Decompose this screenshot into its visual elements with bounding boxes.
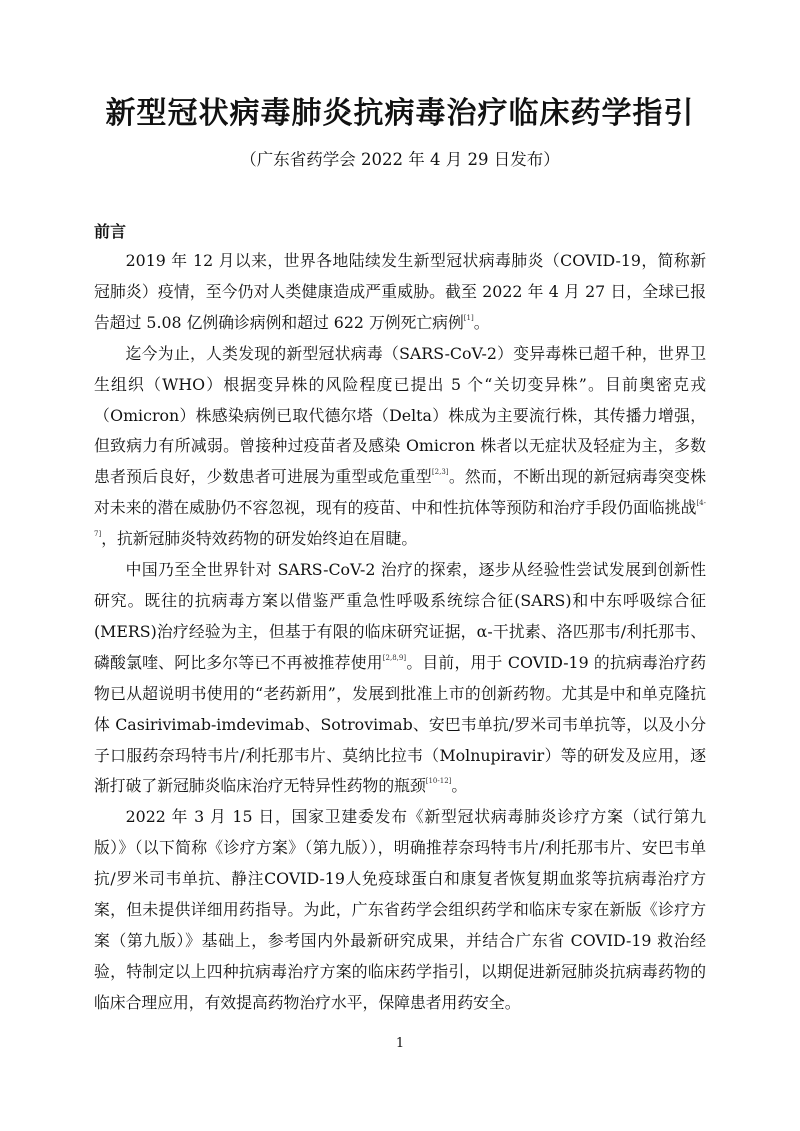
body-paragraph [94,339,706,555]
paragraph-text: 2022 年 3 月 15 日，国家卫建委发布《新型冠状病毒肺炎诊疗方案（试行第九版）》（以下简称《诊疗方案》（第九版）），明确推荐奈玛特韦片/利托那韦片、安巴韦单抗/罗米司韦单抗、静注COVID-19人免疫球蛋白和康复者恢复期血浆等抗病毒治疗方案，但未提供详细用药指导。为此，广东省药学会组织药学和临床专家在新版《诊疗方案（第九版）》基础上，参考国内外最新研究成果，并结合广东省 COVID-19 救治经验，特制定以上四种抗病毒治疗方案的临床药学指引，以期促进新冠肺炎抗病毒药物的临床合理应用，有效提高药物治疗水平，保障患者用药安全。 [94,807,706,1012]
section-heading: 前言 [94,222,127,241]
document-title: 新型冠状病毒肺炎抗病毒治疗临床药学指引 [105,96,695,131]
citation-reference: [2,3] [431,468,449,477]
citation-reference: [4-7] [94,499,706,539]
paragraph-text: ，抗新冠肺炎特效药物的研发始终迫在眉睫。 [101,529,418,549]
body-paragraph [94,802,706,1018]
paragraph-text: 。 [451,776,468,796]
paragraph-text: 。然而，不断出现的新冠病毒突变株对未来的潜在威胁仍不容忽视，现有的疫苗、中和性抗体等预防和治疗手段仍面临挑战 [94,467,706,518]
citation-reference: [1] [463,313,474,322]
body-paragraph [94,246,706,339]
document-subtitle: （广东省药学会 2022 年 4 月 29 日发布） [240,150,560,169]
document-body [94,246,706,1019]
citation-reference: [10-12] [425,777,452,786]
paragraph-text: 。 [473,312,490,332]
paragraph-text: 。目前，用于 COVID-19 的抗病毒治疗药物已从超说明书使用的“老药新用”，发展到批准上市的创新药物。尤其是中和单克隆抗体 Casirivimab-imdevimab、Sotrovimab、安巴韦单抗/罗米司韦单抗等，以及小分子口服药奈玛特韦片/利托那韦片、莫纳比拉韦（Molnupiravir）等的研发及应用，逐渐打破了新冠肺炎临床治疗无特异性药物的瓶颈 [94,652,706,796]
paragraph-text: 中国乃至全世界针对 SARS-CoV-2 治疗的探索，逐步从经验性尝试发展到创新性研究。既往的抗病毒方案以借鉴严重急性呼吸系统综合征(SARS)和中东呼吸综合征(MERS)治疗经验为主，但基于有限的临床研究证据，α-干扰素、洛匹那韦/利托那韦、磷酸氯喹、阿比多尔等已不再被推荐使用 [94,560,706,672]
paragraph-text: 2019 年 12 月以来，世界各地陆续发生新型冠状病毒肺炎（COVID-19，简称新冠肺炎）疫情，至今仍对人类健康造成严重威胁。截至 2022 年 4 月 27 日，全球已报告超过 5.08 亿例确诊病例和超过 622 万例死亡病例 [94,251,706,332]
paragraph-text: 迄今为止，人类发现的新型冠状病毒（SARS-CoV-2）变异毒株已超千种，世界卫生组织（WHO）根据变异株的风险程度已提出 5 个“关切变异株”。目前奥密克戎（Omicron）株感染病例已取代德尔塔（Delta）株成为主要流行株，其传播力增强，但致病力有所减弱。曾接种过疫苗者及感染 Omicron 株者以无症状及轻症为主，多数患者预后良好，少数患者可进展为重型或危重型 [94,343,706,487]
citation-reference: [2,8,9] [382,653,407,662]
page-number: 1 [395,1036,405,1051]
body-paragraph [94,555,706,802]
